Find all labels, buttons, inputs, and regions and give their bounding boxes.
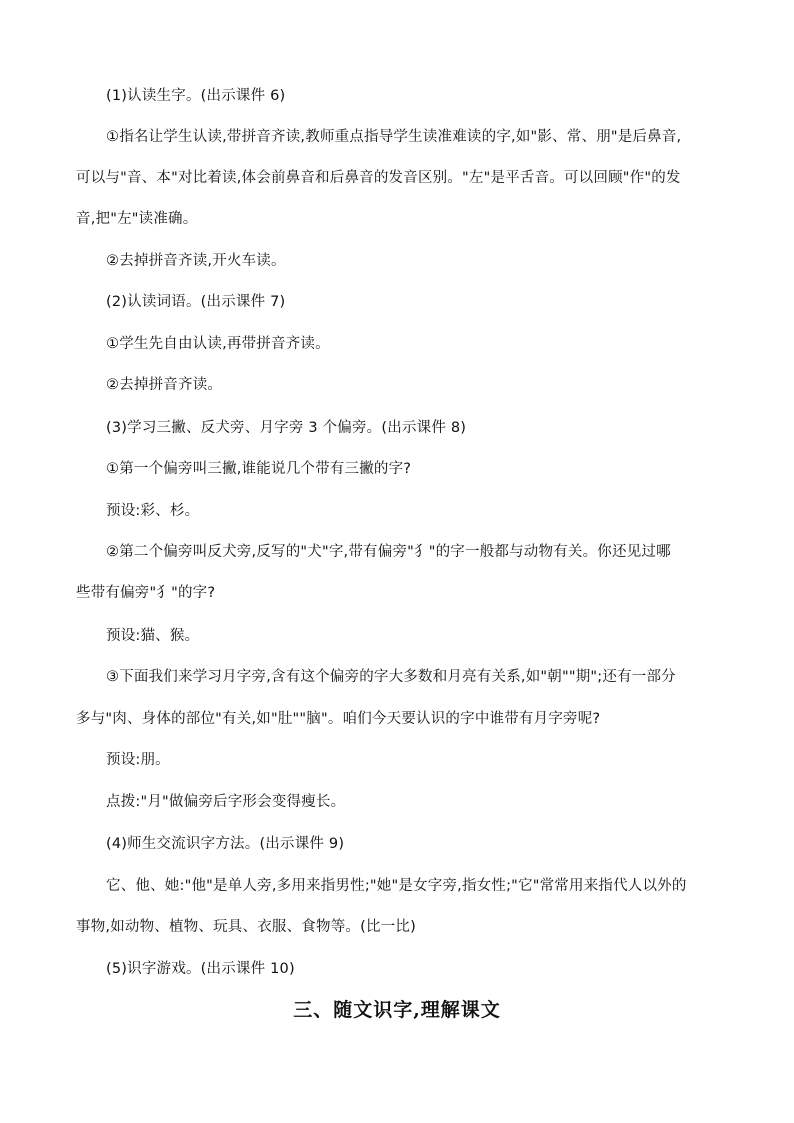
paragraph-line: (1)认读生字。(出示课件 6) <box>106 88 286 104</box>
paragraph-line: ①第一个偏旁叫三撇,谁能说几个带有三撇的字? <box>106 461 412 477</box>
section-heading: 三、随文识字,理解课文 <box>293 999 501 1021</box>
paragraph-line: 预设:朋。 <box>106 752 170 768</box>
paragraph-line: (3)学习三撇、反犬旁、月字旁 3 个偏旁。(出示课件 8) <box>106 420 467 436</box>
paragraph-line: 可以与"音、本"对比着读,体会前鼻音和后鼻音的发音区别。"左"是平舌音。可以回顾"作"的发 <box>76 170 681 186</box>
paragraph-line: (4)师生交流识字方法。(出示课件 9) <box>106 836 345 852</box>
paragraph-line: 些带有偏旁"犭"的字? <box>76 585 216 601</box>
paragraph-line: ②去掉拼音齐读,开火车读。 <box>106 253 286 269</box>
paragraph-line: 预设:彩、杉。 <box>106 503 200 519</box>
paragraph-line: 音,把"左"读准确。 <box>76 211 198 227</box>
paragraph-line: ③下面我们来学习月字旁,含有这个偏旁的字大多数和月亮有关系,如"朝""期";还有一部分 <box>106 669 676 685</box>
paragraph-line: ①指名让学生认读,带拼音齐读,教师重点指导学生读准难读的字,如"影、常、朋"是后鼻音, <box>106 129 682 145</box>
paragraph-line: (2)认读词语。(出示课件 7) <box>106 294 286 310</box>
paragraph-line: 多与"肉、身体的部位"有关,如"肚""脑"。咱们今天要认识的字中谁带有月字旁呢? <box>76 711 601 727</box>
paragraph-line: ①学生先自由认读,再带拼音齐读。 <box>106 336 330 352</box>
paragraph-line: 它、他、她:"他"是单人旁,多用来指男性;"她"是女字旁,指女性;"它"常常用来指代人以外的 <box>106 878 687 894</box>
paragraph-line: 事物,如动物、植物、玩具、衣服、食物等。(比一比) <box>76 919 416 935</box>
paragraph-line: 点拨:"月"做偏旁后字形会变得瘦长。 <box>106 794 346 810</box>
paragraph-line: ②第二个偏旁叫反犬旁,反写的"犬"字,带有偏旁"犭"的字一般都与动物有关。你还见过哪 <box>106 544 671 560</box>
paragraph-line: 预设:猫、猴。 <box>106 628 200 644</box>
paragraph-line: (5)识字游戏。(出示课件 10) <box>106 961 295 977</box>
paragraph-line: ②去掉拼音齐读。 <box>106 377 223 393</box>
